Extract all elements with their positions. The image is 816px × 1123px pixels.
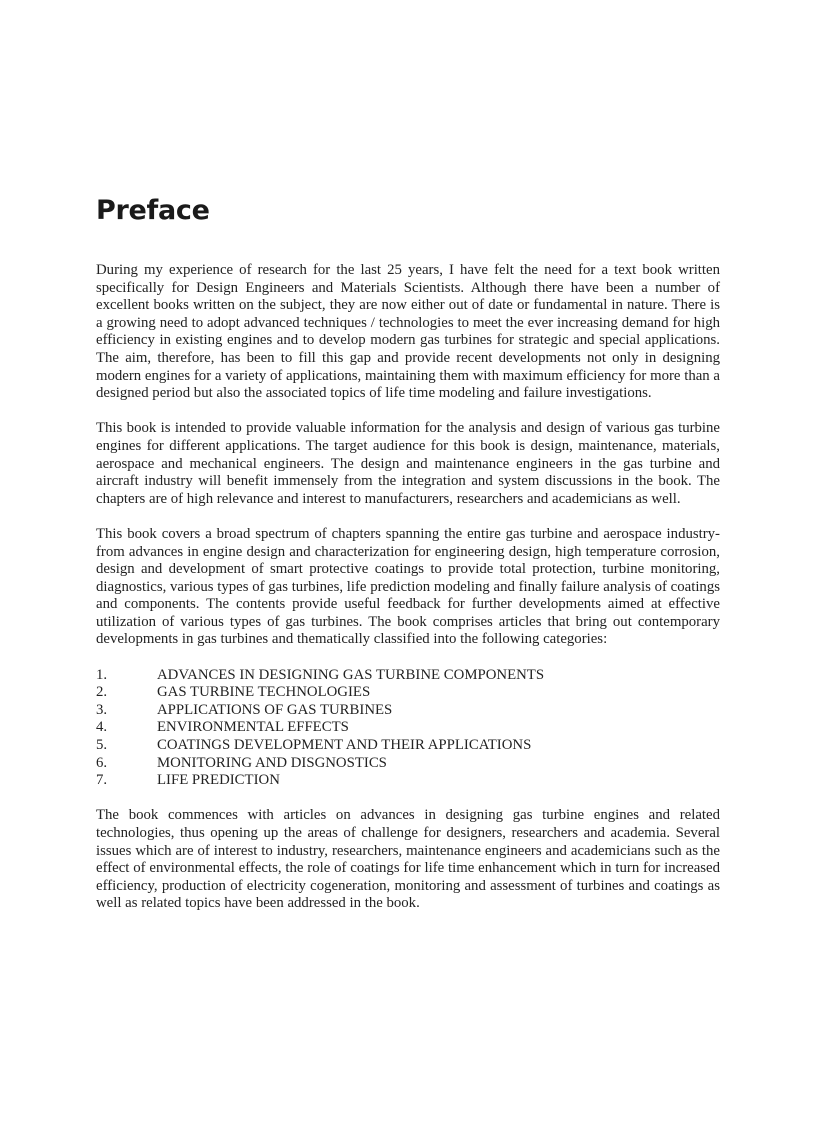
preface-body <box>96 262 720 931</box>
category-number: 5. <box>96 737 108 754</box>
category-item <box>96 667 720 685</box>
category-number: 4. <box>96 719 108 736</box>
category-item <box>96 684 720 702</box>
paragraph-book-scope: This book covers a broad spectrum of chapters spanning the entire gas turbine and aerospace industry- from advances in engine design and characterization for engineering design, high temperature corrosion, design and development of smart protective coatings to provide total protection, turbine monitoring, diagnostics, various types of gas turbines, life prediction modeling and finally failure analysis of coatings and components. The contents provide useful feedback for further developments aimed at effective utilization of various types of gas turbines. The book comprises articles that bring out contemporary developments in gas turbines and thematically classified into the following categories: <box>96 525 720 648</box>
category-item <box>96 772 720 790</box>
page-title: Preface <box>96 195 210 226</box>
category-item <box>96 719 720 737</box>
category-label: GAS TURBINE TECHNOLOGIES <box>157 684 371 701</box>
category-item <box>96 702 720 720</box>
category-label: ENVIRONMENTAL EFFECTS <box>157 719 349 736</box>
category-label: MONITORING AND DISGNOSTICS <box>157 754 387 771</box>
category-item <box>96 755 720 773</box>
category-label: LIFE PREDICTION <box>157 772 280 789</box>
category-number: 2. <box>96 684 108 701</box>
category-number: 7. <box>96 772 108 789</box>
category-number: 6. <box>96 754 108 771</box>
category-label: APPLICATIONS OF GAS TURBINES <box>157 701 393 718</box>
category-number: 1. <box>96 666 108 683</box>
paragraph-closing: The book commences with articles on advances in designing gas turbine engines and related technologies, thus opening up the areas of challenge for designers, researchers and academia. Several issues which are of interest to industry, researchers, maintenance engineers and academicians such as the effect of environmental effects, the role of coatings for life time enhancement which in turn for increased efficiency, production of electricity cogeneration, monitoring and assessment of turbines and coatings as well as related topics have been addressed in the book. <box>96 807 720 912</box>
category-label: ADVANCES IN DESIGNING GAS TURBINE COMPONENTS <box>157 666 545 683</box>
paragraph-target-audience: This book is intended to provide valuable information for the analysis and design of various gas turbine engines for different applications. The target audience for this book is design, maintenance, materials, aerospace and mechanical engineers. The design and maintenance engineers in the gas turbine and aircraft industry will benefit immensely from the integration and system discussions in the book. The chapters are of high relevance and interest to manufacturers, researchers and academicians as well. <box>96 420 720 507</box>
paragraph-research-experience: During my experience of research for the last 25 years, I have felt the need for a text book written specifically for Design Engineers and Materials Scientists. Although there have been a number of excellent books written on the subject, they are now either out of date or fundamental in nature. There is a growing need to adopt advanced techniques / technologies to meet the ever increasing demand for high efficiency in existing engines and to develop modern gas turbines for strategic and special applications. The aim, therefore, has been to fill this gap and provide recent developments not only in designing modern engines for a variety of applications, maintaining them with maximum efficiency for more than a designed period but also the associated topics of life time modeling and failure investigations. <box>96 262 720 402</box>
category-list <box>96 667 720 790</box>
category-number: 3. <box>96 701 108 718</box>
category-item <box>96 737 720 755</box>
category-label: COATINGS DEVELOPMENT AND THEIR APPLICATIONS <box>157 737 532 754</box>
